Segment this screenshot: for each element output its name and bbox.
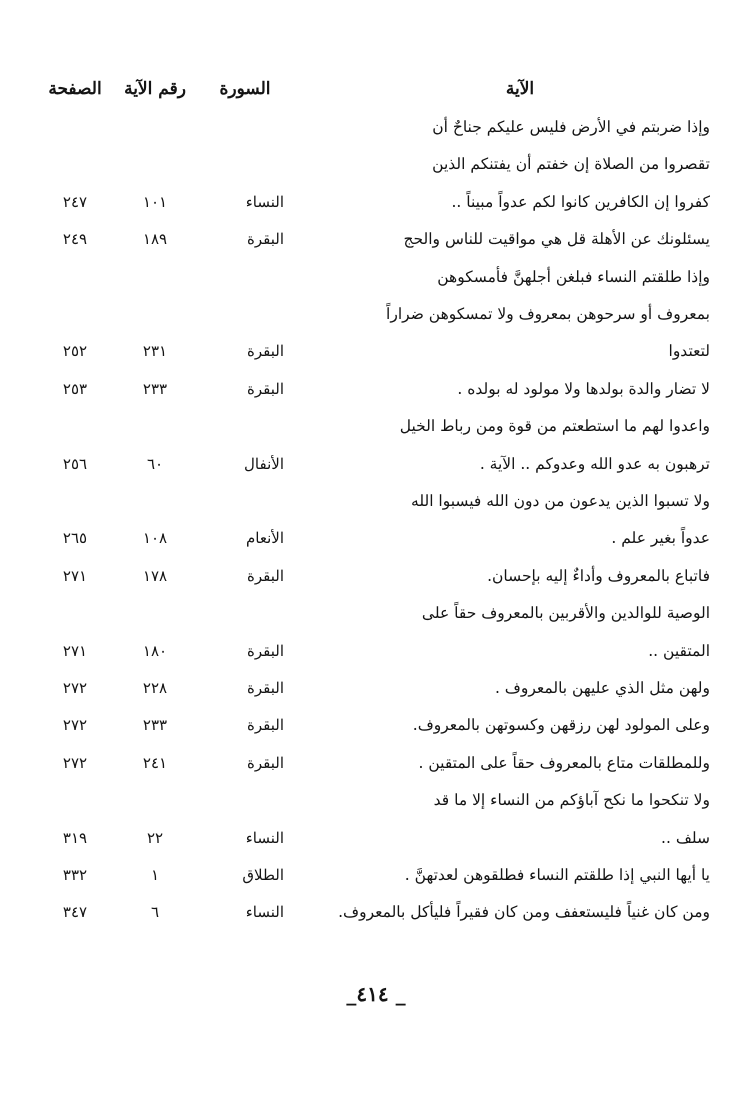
surah-name: البقرة	[247, 230, 284, 249]
table-row	[40, 260, 720, 296]
ayah-text: وإذا ضربتم في الأرض فليس عليكم جناحٌ أن	[432, 118, 710, 136]
table-row	[40, 895, 720, 931]
surah-name: البقرة	[247, 716, 284, 735]
ayah-number: ٢٤١	[142, 753, 168, 772]
ayah-text: فاتباع بالمعروف وأداءٌ إليه بإحسان.	[487, 566, 710, 585]
surah-name: البقرة	[247, 641, 284, 660]
table-row	[40, 746, 720, 782]
table-row	[40, 671, 720, 707]
ayah-number: ٦٠	[146, 454, 164, 473]
table-row	[40, 596, 720, 632]
ayah-text: عدواً بغير علم .	[611, 529, 710, 548]
header-ayah-number: رقم الآية	[124, 79, 186, 99]
ayah-number: ٢٣٣	[142, 716, 168, 735]
header-ayah: الآية	[505, 79, 535, 99]
table-row	[40, 783, 720, 819]
ayah-text: الوصية للوالدين والأقربين بالمعروف حقاً على	[421, 604, 710, 623]
header-page: الصفحة	[48, 79, 102, 99]
surah-name: النساء	[245, 192, 284, 211]
ayah-text: المتقين ..	[648, 641, 710, 660]
table-row	[40, 634, 720, 670]
table-row	[40, 708, 720, 744]
surah-name: البقرة	[247, 679, 284, 697]
page-ref: ٢٧١	[62, 641, 88, 660]
table-row	[40, 297, 720, 333]
ayah-text: ولهن مثل الذي عليهن بالمعروف .	[494, 679, 710, 697]
ayah-text: كفروا إن الكافرين كانوا لكم عدواً مبيناً ..	[451, 192, 710, 211]
ayah-text: ولا تنكحوا ما نكح آباؤكم من النساء إلا ما قد	[433, 791, 710, 810]
ayah-number: ١٠١	[142, 192, 168, 211]
page-ref: ٢٦٥	[62, 529, 88, 548]
surah-name: الأنعام	[246, 529, 284, 548]
table-row	[40, 409, 720, 445]
ayah-text: ومن كان غنياً فليستعفف ومن كان فقيراً فليأكل بالمعروف.	[338, 903, 710, 922]
ayah-text: ترهبون به عدو الله وعدوكم .. الآية .	[479, 454, 710, 473]
ayah-text: واعدوا لهم ما استطعتم من قوة ومن رباط الخيل	[399, 417, 710, 436]
surah-name: الأنفال	[244, 454, 284, 473]
ayah-number: ١٨٠	[142, 641, 168, 660]
table-row	[40, 521, 720, 557]
page-number: _٤١٤ _	[346, 982, 406, 1006]
page-ref: ٢٧١	[62, 566, 88, 585]
table-row	[40, 559, 720, 595]
table-row	[40, 334, 720, 370]
ayah-number: ١٠٨	[142, 529, 168, 548]
ayah-number: ١٧٨	[142, 566, 168, 585]
surah-name: البقرة	[247, 753, 284, 772]
table-row	[40, 484, 720, 520]
ayah-text: لتعتدوا	[668, 342, 710, 361]
page-ref: ٢٥٢	[62, 342, 88, 361]
ayah-number: ١	[150, 866, 160, 884]
surah-name: البقرة	[247, 566, 284, 585]
table-row	[40, 185, 720, 221]
ayah-number: ٦	[150, 903, 160, 922]
page-ref: ٣١٩	[62, 828, 88, 847]
surah-name: النساء	[245, 903, 284, 922]
page-ref: ٢٥٦	[62, 454, 88, 473]
table-row	[40, 110, 720, 146]
ayah-text: بمعروف أو سرحوهن بمعروف ولا تمسكوهن ضراراً	[386, 305, 710, 323]
table-header	[40, 72, 720, 106]
surah-name: الطلاق	[242, 866, 284, 884]
ayah-number: ١٨٩	[142, 230, 168, 249]
table-row	[40, 447, 720, 483]
page-ref: ٢٤٧	[62, 192, 88, 211]
ayah-number: ٢٢	[146, 828, 164, 847]
table-row	[40, 821, 720, 857]
table-row	[40, 147, 720, 183]
ayah-text: يا أيها النبي إذا طلقتم النساء فطلقوهن لعدتهنَّ .	[404, 866, 710, 884]
surah-name: البقرة	[247, 379, 284, 398]
ayah-text: سلف ..	[661, 828, 710, 847]
page-ref: ٢٧٢	[62, 753, 88, 772]
page-ref: ٣٣٢	[62, 866, 88, 884]
ayah-text: وإذا طلقتم النساء فبلغن أجلهنَّ فأمسكوهن	[437, 267, 710, 286]
ayah-text: ولا تسبوا الذين يدعون من دون الله فيسبوا الله	[411, 492, 710, 510]
ayah-text: وعلى المولود لهن رزقهن وكسوتهن بالمعروف.	[412, 716, 710, 735]
surah-name: النساء	[245, 828, 284, 847]
ayah-text: لا تضار والدة بولدها ولا مولود له بولده .	[457, 379, 710, 398]
table-row	[40, 858, 720, 894]
page-ref: ٢٥٣	[62, 379, 88, 398]
header-surah: السورة	[219, 79, 271, 99]
surah-name: البقرة	[247, 342, 284, 361]
page-ref: ٢٧٢	[62, 716, 88, 735]
ayah-number: ٢٣٣	[142, 379, 168, 398]
ayah-text: يسئلونك عن الأهلة قل هي مواقيت للناس والحج	[403, 230, 710, 249]
table-row	[40, 372, 720, 408]
page-ref: ٢٤٩	[62, 230, 88, 249]
ayah-number: ٢٢٨	[142, 679, 168, 697]
table-row	[40, 222, 720, 258]
page-ref: ٣٤٧	[62, 903, 88, 922]
ayah-text: تقصروا من الصلاة إن خفتم أن يفتنكم الذين	[432, 155, 710, 174]
ayah-text: وللمطلقات متاع بالمعروف حقاً على المتقين .	[418, 753, 710, 772]
ayah-number: ٢٣١	[142, 342, 168, 361]
page-ref: ٢٧٢	[62, 679, 88, 697]
